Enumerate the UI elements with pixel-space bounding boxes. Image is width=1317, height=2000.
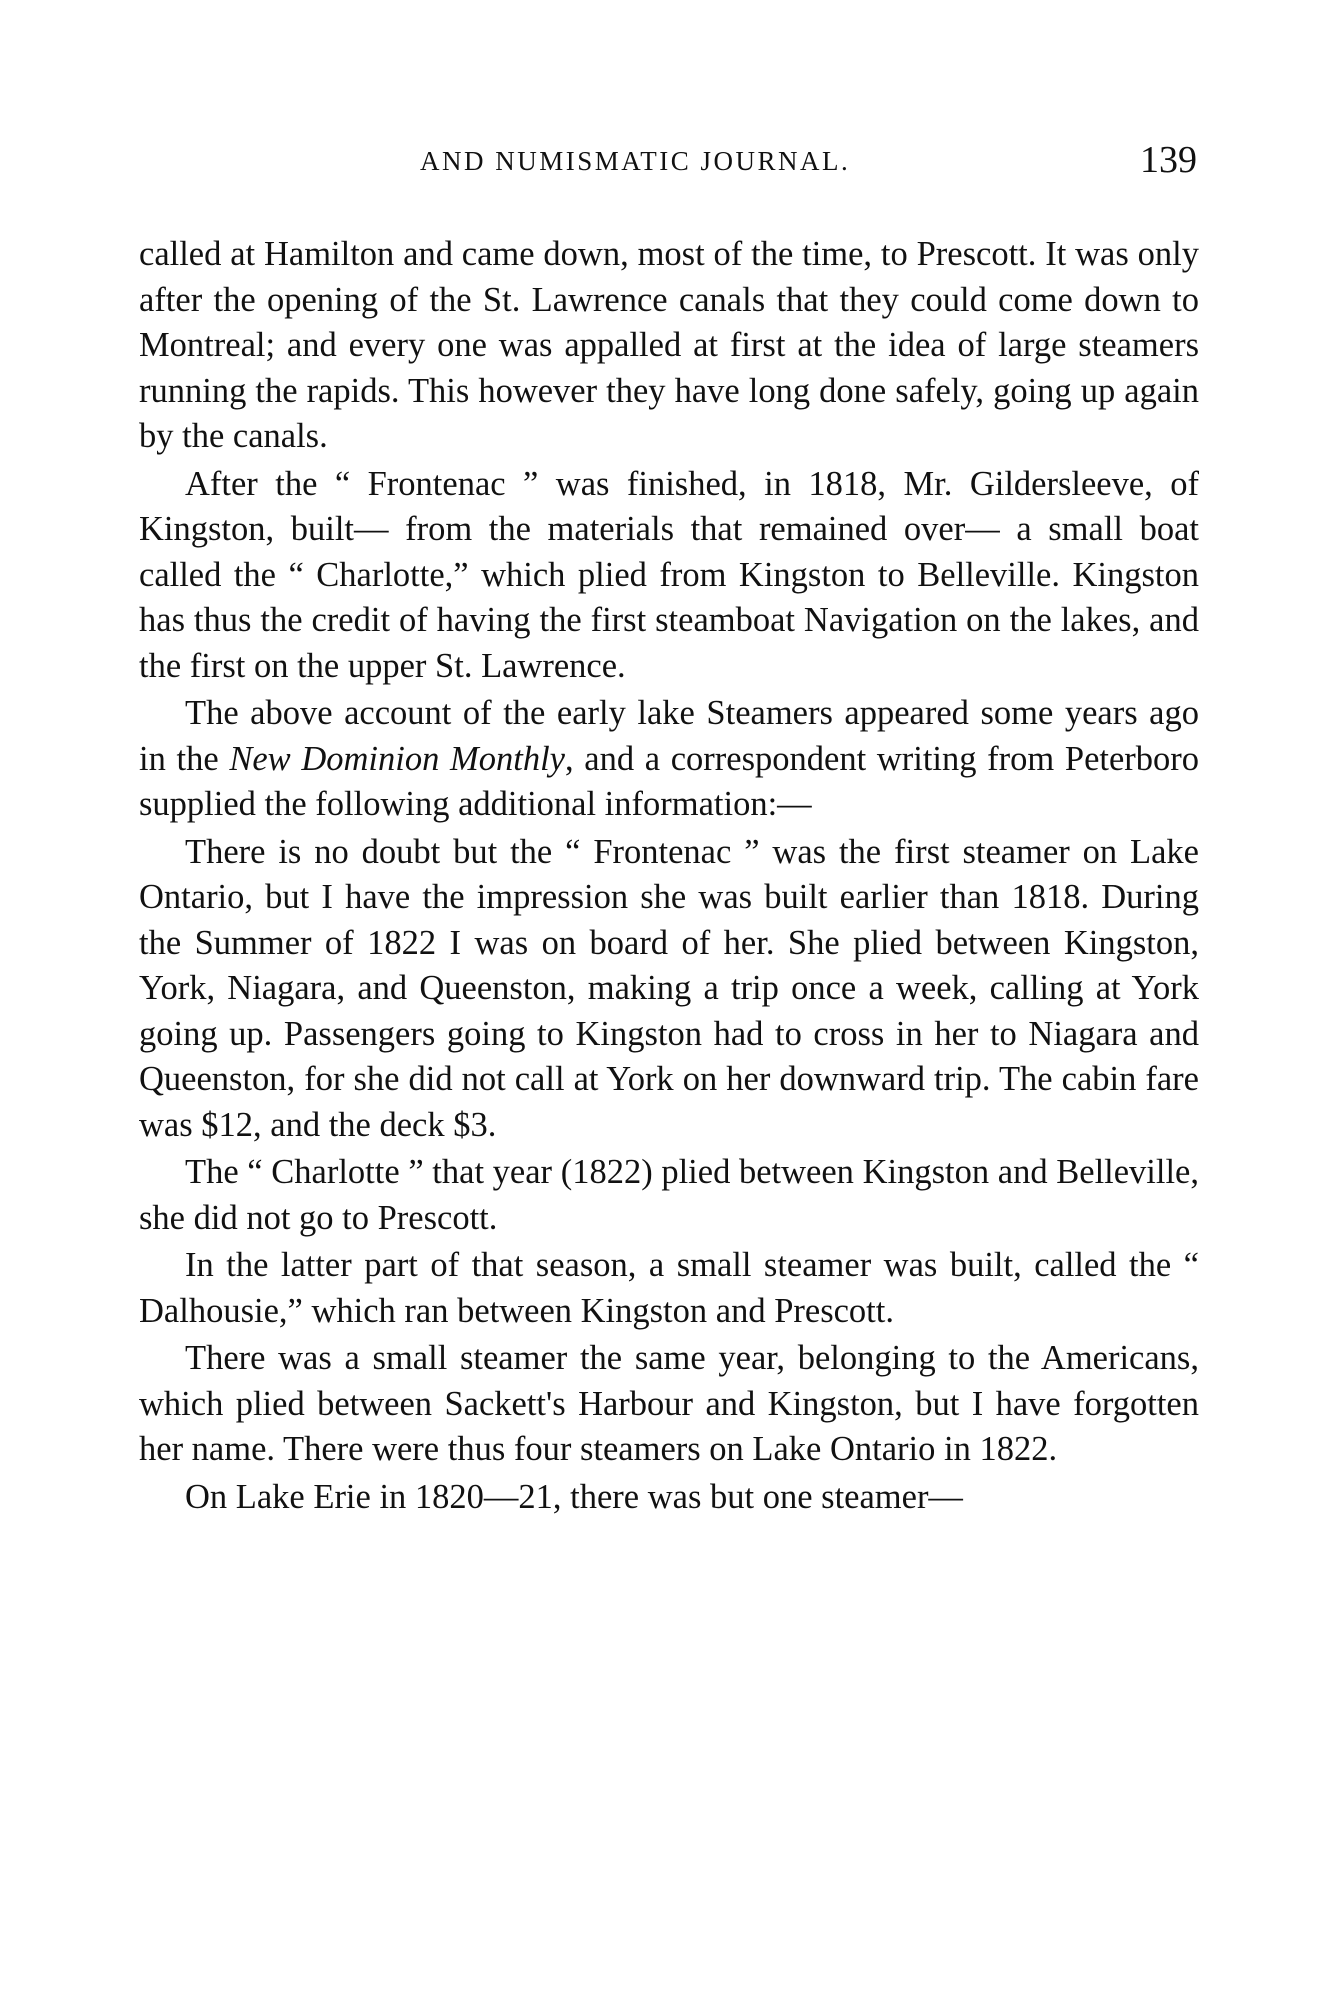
paragraph-text: , and a correspondent writing from Peterboro supplied the following additional information:— — [139, 739, 1200, 823]
page-number: 139 — [1140, 139, 1197, 181]
paragraph: called at Hamilton and came down, most of the time, to Prescott. It was only after the opening of the St. Lawrence canals that they could come down to Montreal; and every one was appalled at first at the idea of large steamers running the rapids. This however they have long done safely, going up again by the canals. — [139, 235, 1199, 455]
paragraph: There is no doubt but the “ Frontenac ” was the first steamer on Lake Ontario, but I have the impression she was built earlier than 1818. During the Summer of 1822 I was on board of her. She plied between Kingston, York, Niagara, and Queenston, making a trip once a week, calling at York going up. Passengers going to Kingston had to cross in her to Niagara and Queenston, for she did not call at York on her downward trip. The cabin fare was $12, and the deck $3. — [139, 832, 1199, 1144]
periodical-title: New Dominion Monthly — [229, 739, 565, 778]
paragraph: On Lake Erie in 1820—21, there was but one steamer— — [185, 1477, 963, 1516]
paragraph: After the “ Frontenac ” was finished, in 1818, Mr. Gildersleeve, of Kingston, built— from the materials that remained over— a small boat called the “ Charlotte,” which plied from Kingston to Belleville. Kingston has thus the credit of having the first steamboat Navigation on the lakes, and the first on the upper St. Lawrence. — [139, 464, 1199, 685]
running-title: AND NUMISMATIC JOURNAL. — [420, 146, 851, 176]
body-text — [139, 232, 1199, 1520]
paragraph — [139, 691, 1199, 828]
paragraph: The “ Charlotte ” that year (1822) plied between Kingston and Belleville, she did not go to Prescott. — [139, 1153, 1199, 1237]
paragraph-text: The above account of the early lake Steamers appeared some years ago in the — [139, 694, 1199, 778]
paragraph: There was a small steamer the same year, belonging to the Americans, which plied between Sackett's Harbour and Kingston, but I have forgotten her name. There were thus four steamers on Lake Ontario in 1822. — [139, 1339, 1199, 1468]
paragraph: In the latter part of that season, a small steamer was built, called the “ Dalhousie,” which ran between Kingston and Prescott. — [139, 1246, 1199, 1330]
